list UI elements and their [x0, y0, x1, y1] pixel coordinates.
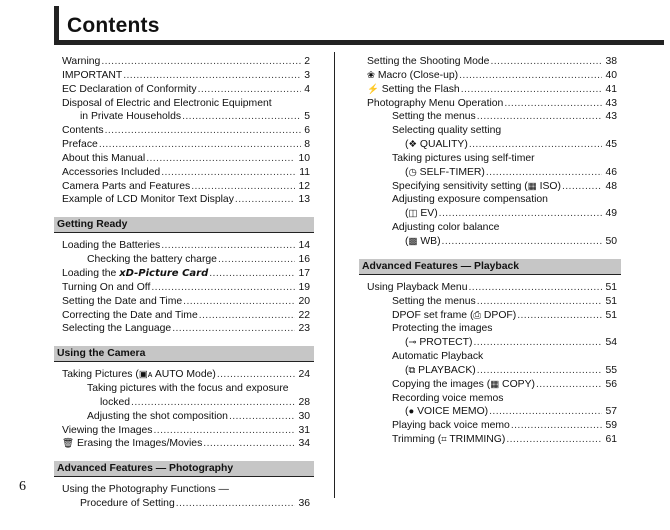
quality-icon: ❖ [408, 139, 417, 151]
toc-entry[interactable]: ⚡ Setting the Flash ..... 41 [367, 83, 617, 97]
iso-icon: ▦ [527, 180, 537, 192]
toc-entry[interactable]: Setting the menus ..... 43 [367, 110, 617, 124]
toc-entry[interactable]: Copying the images (▦ COPY) ..... 56 [367, 378, 617, 392]
microphone-icon: ● [408, 406, 415, 418]
toc-entry[interactable]: ❀ Macro (Close-up) ..... 40 [367, 69, 617, 83]
toc-entry[interactable]: Warning ..... 2 [62, 55, 310, 69]
toc-entry-heading-line: Disposal of Electric and Electronic Equipment [62, 97, 272, 109]
toc-entry[interactable]: Specifying sensitivity setting (▦ ISO) ..... 48 [367, 180, 617, 194]
toc-entry[interactable]: (◷ SELF-TIMER) ..... 46 [367, 166, 617, 180]
toc-entry[interactable]: locked ..... 28 [62, 396, 310, 410]
toc-entry[interactable]: 🗑 Erasing the Images/Movies ..... 34 [62, 437, 310, 451]
toc-entry[interactable]: (▩ WB) ..... 50 [367, 235, 617, 249]
section-heading-advanced-playback: Advanced Features — Playback [359, 259, 621, 275]
toc-entry[interactable]: Correcting the Date and Time ..... 22 [62, 309, 310, 323]
copy-icon: ▦ [490, 378, 500, 390]
toc-entry[interactable]: in Private Households ..... 5 [62, 110, 310, 124]
camera-auto-icon: ▣ᴀ [138, 369, 153, 381]
page-number: 6 [19, 479, 26, 494]
key-protect-icon: ⊸ [408, 337, 417, 349]
toc-entry[interactable]: (⧉ PLAYBACK) ..... 55 [367, 364, 617, 378]
toc-entry[interactable]: Turning On and Off ..... 19 [62, 281, 310, 295]
toc-entry[interactable]: Preface ..... 8 [62, 138, 310, 152]
toc-entry[interactable]: Selecting the Language ..... 23 [62, 322, 310, 336]
toc-entry[interactable]: Checking the battery charge ..... 16 [62, 253, 310, 267]
toc-left-column [57, 55, 310, 511]
toc-entry[interactable]: DPOF set frame (⎙ DPOF) ..... 51 [367, 309, 617, 323]
toc-entry[interactable]: Photography Menu Operation ..... 43 [367, 97, 617, 111]
section-heading-getting-ready: Getting Ready [54, 217, 314, 233]
toc-entry[interactable]: Setting the menus ..... 51 [367, 295, 617, 309]
toc-entry-heading-line: Adjusting color balance [392, 222, 500, 234]
toc-entry-heading-line: Adjusting exposure compensation [392, 194, 548, 206]
toc-entry[interactable]: Adjusting the shot composition ..... 30 [62, 410, 310, 424]
page-title: Contents [67, 14, 160, 37]
toc-entry[interactable]: (◫ EV) ..... 49 [367, 207, 617, 221]
toc-entry[interactable]: Trimming (⌗ TRIMMING) ..... 61 [367, 433, 617, 447]
toc-entry[interactable]: Contents ..... 6 [62, 124, 310, 138]
toc-entry-heading-line: Using the Photography Functions — [62, 484, 229, 496]
playback-icon: ⧉ [408, 364, 416, 376]
toc-entry[interactable]: Playing back voice memo ..... 59 [367, 419, 617, 433]
toc-entry[interactable]: (● VOICE MEMO) ..... 57 [367, 405, 617, 419]
toc-entry[interactable]: (❖ QUALITY) ..... 45 [367, 138, 617, 152]
toc-entry-heading-line: Protecting the images [392, 323, 493, 335]
trash-icon: 🗑 [62, 438, 75, 450]
toc-entry[interactable]: About this Manual ..... 10 [62, 152, 310, 166]
macro-flower-icon: ❀ [367, 69, 375, 81]
toc-right-column [362, 55, 617, 447]
column-divider [334, 52, 335, 498]
toc-entry[interactable]: Example of LCD Monitor Text Display ..... 13 [62, 193, 310, 207]
self-timer-icon: ◷ [408, 166, 417, 178]
toc-entry-heading-line: Automatic Playback [392, 351, 484, 363]
toc-entry-heading-line: Selecting quality setting [392, 125, 502, 137]
xd-picture-card-brand: xD-Picture Card [119, 267, 209, 279]
toc-entry-heading-line: Taking pictures with the focus and exposure [87, 383, 289, 395]
toc-entry[interactable]: Using Playback Menu ..... 51 [367, 281, 617, 295]
toc-entry[interactable]: Viewing the Images ..... 31 [62, 424, 310, 438]
flash-bolt-icon: ⚡ [367, 83, 379, 95]
toc-entry-heading-line: Taking pictures using self-timer [392, 152, 535, 164]
toc-entry[interactable]: Procedure of Setting ..... 36 [62, 497, 310, 511]
trimming-icon: ⌗ [441, 434, 447, 446]
print-icon: ⎙ [473, 309, 482, 321]
toc-entry[interactable]: Loading the xD-Picture Card ..... 17 [62, 267, 310, 281]
toc-entry[interactable]: Setting the Shooting Mode ..... 38 [367, 55, 617, 69]
toc-entry[interactable]: Camera Parts and Features ..... 12 [62, 180, 310, 194]
section-heading-using-camera: Using the Camera [54, 346, 314, 362]
toc-entry-heading-line: Recording voice memos [392, 392, 504, 404]
toc-entry[interactable]: EC Declaration of Conformity ..... 4 [62, 83, 310, 97]
toc-entry[interactable]: (⊸ PROTECT) ..... 54 [367, 336, 617, 350]
toc-entry[interactable]: Setting the Date and Time ..... 20 [62, 295, 310, 309]
toc-entry[interactable]: Accessories Included ..... 11 [62, 166, 310, 180]
toc-entry[interactable]: Loading the Batteries ..... 14 [62, 239, 310, 253]
white-balance-icon: ▩ [408, 235, 418, 247]
toc-entry[interactable]: Taking Pictures (▣ᴀ AUTO Mode) ..... 24 [62, 368, 310, 382]
exposure-comp-icon: ◫ [408, 208, 418, 220]
section-heading-advanced-photography: Advanced Features — Photography [54, 461, 314, 477]
title-rule-horizontal [54, 40, 664, 45]
toc-entry[interactable]: IMPORTANT ..... 3 [62, 69, 310, 83]
